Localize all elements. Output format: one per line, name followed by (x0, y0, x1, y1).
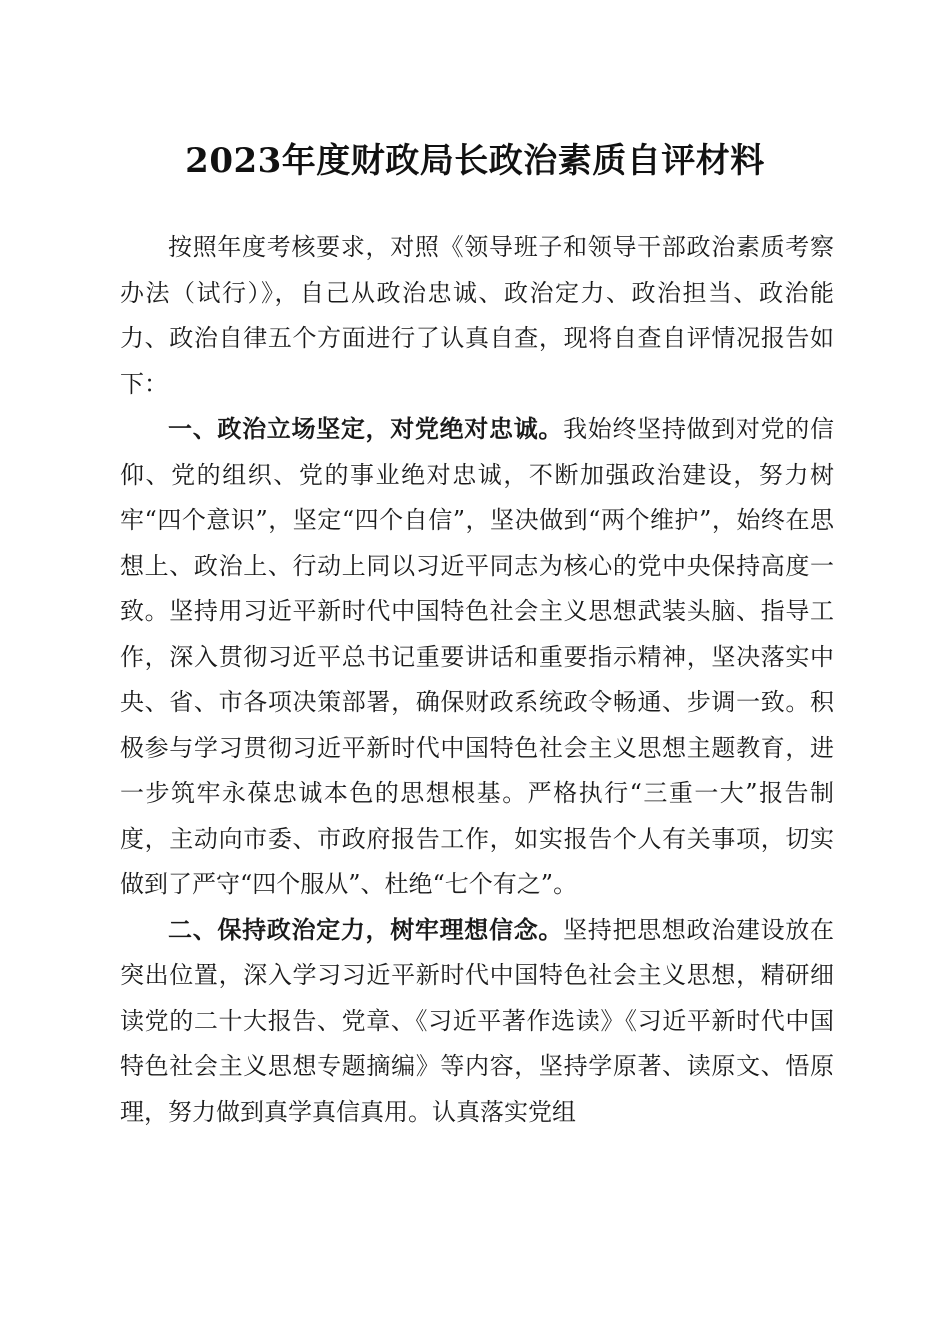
section-heading-1: 一、政治立场坚定，对党绝对忠诚。 (168, 415, 564, 443)
intro-paragraph: 按照年度考核要求，对照《领导班子和领导干部政治素质考察办法（试行）》，自己从政治忠诚、政治定力、政治担当、政治能力、政治自律五个方面进行了认真自查，现将自查自评情况报告如下： (120, 233, 834, 398)
section-text-2: 坚持把思想政治建设放在突出位置，深入学习习近平新时代中国特色社会主义思想，精研细读党的二十大报告、党章、《习近平著作选读》《习近平新时代中国特色社会主义思想专题摘编》等内容，坚持学原著、读原文、悟原理，努力做到真学真信真用。认真落实党组 (120, 915, 835, 1126)
document-title: 2023年度财政局长政治素质自评材料 (185, 141, 765, 181)
section-text-1: 我始终坚持做到对党的信仰、党的组织、党的事业绝对忠诚，不断加强政治建设，努力树牢“四个意识”，坚定“四个自信”，坚决做到“两个维护”，始终在思想上、政治上、行动上同以习近平同志为核心的党中央保持高度一致。坚持用习近平新时代中国特色社会主义思想武装头脑、指导工作，深入贯彻习近平总书记重要讲话和重要指示精神，坚决落实中央、省、市各项决策部署，确保财政系统政令畅通、步调一致。积极参与学习贯彻习近平新时代中国特色社会主义思想主题教育，进一步筑牢永葆忠诚本色的思想根基。严格执行“三重一大”报告制度，主动向市委、市政府报告工作，如实报告个人有关事项，切实做到了严守“四个服从”、杜绝“七个有之”。 (120, 415, 835, 898)
document-body (120, 225, 834, 1135)
section-paragraph-1 (120, 407, 834, 908)
section-heading-2: 二、保持政治定力，树牢理想信念。 (168, 915, 564, 944)
section-paragraph-2 (120, 908, 834, 1136)
